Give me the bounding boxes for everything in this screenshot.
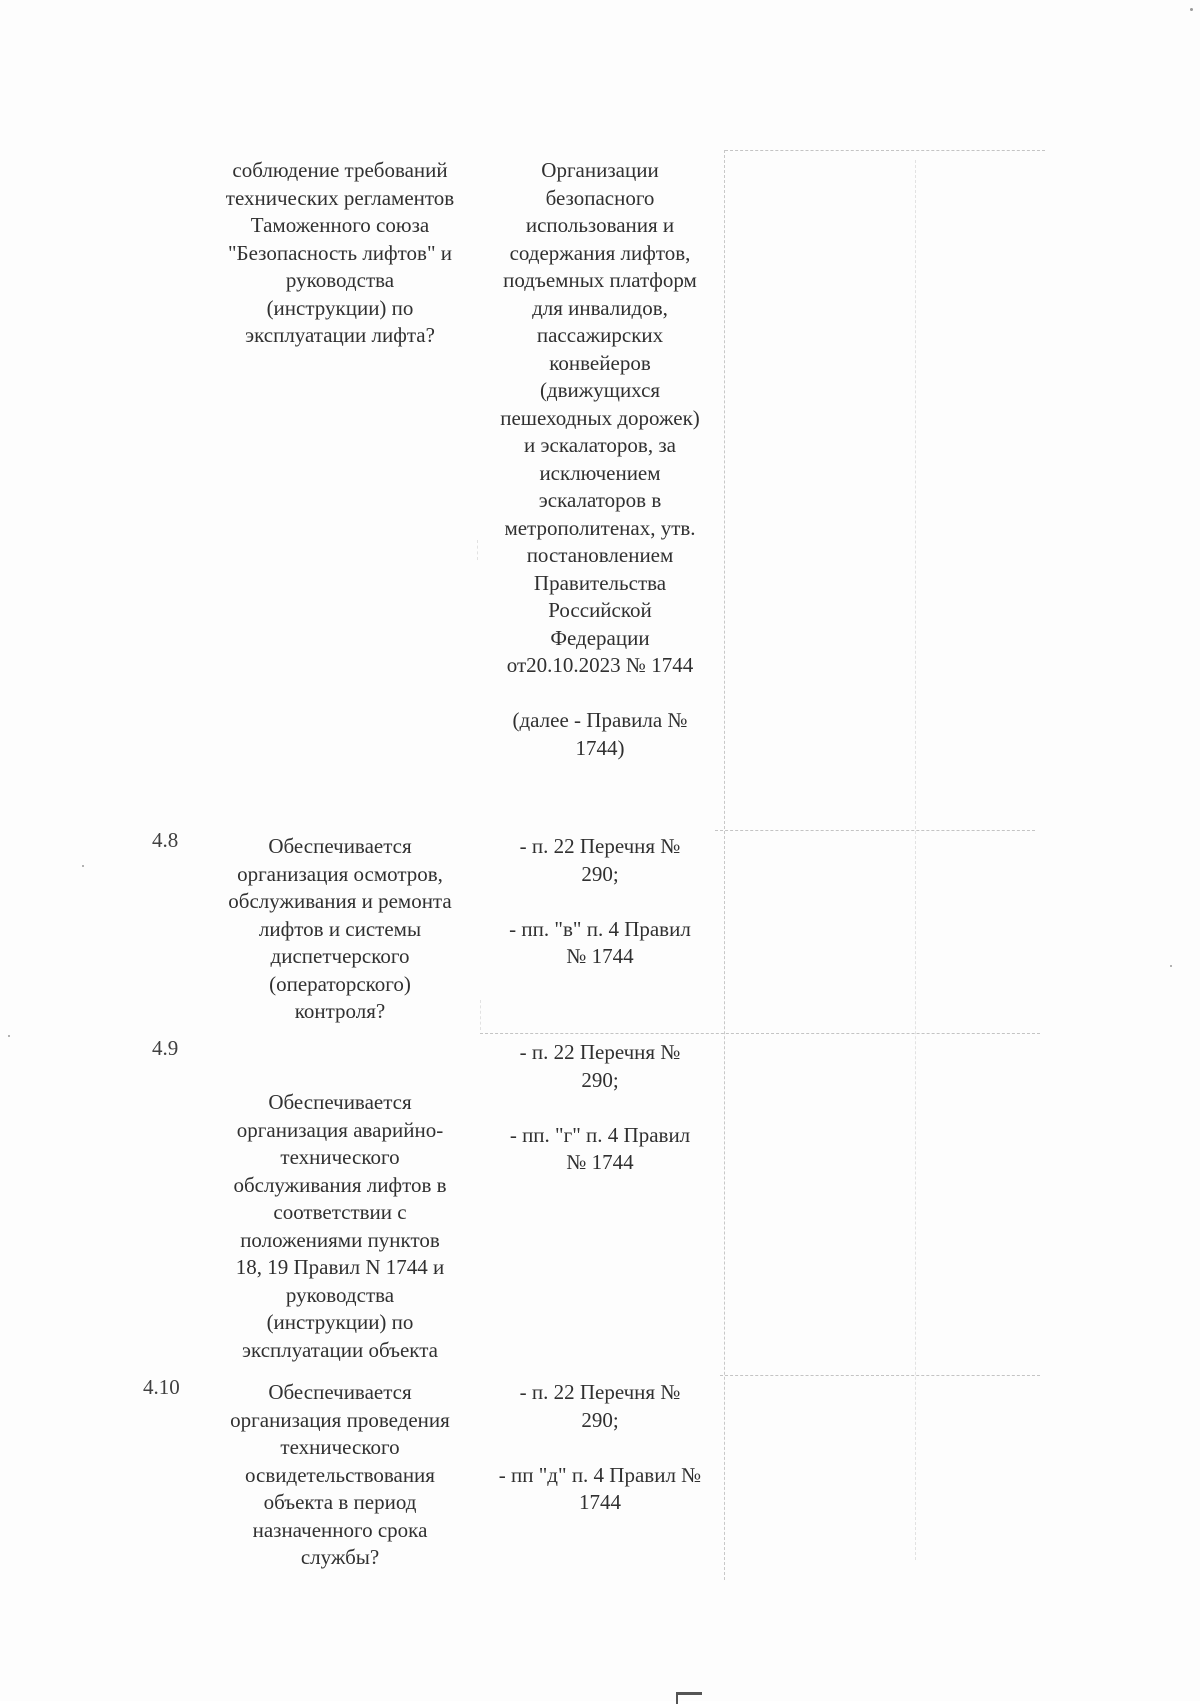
row-number-4-10: 4.10	[143, 1375, 180, 1399]
table-border-col-question-2	[480, 1000, 481, 1030]
question-cell-4-9: Обеспечивается организация аварийно- технического обслуживания лифтов в соответствии с положениями пунктов 18, 19 Правил N 1744 и руководства (инструкции) по эксплуатации объекта	[233, 1090, 447, 1362]
page-number-mark	[676, 1692, 702, 1704]
row-number-4-9: 4.9	[152, 1036, 179, 1060]
scan-speck	[8, 1035, 10, 1037]
reference-cell-4-8: - п. 22 Перечня № 290; - пп. "в" п. 4 Правил № 1744	[509, 834, 691, 968]
reference-cell-4-9: - п. 22 Перечня № 290; - пп. "г" п. 4 Правил № 1744	[509, 1040, 691, 1174]
table-border-col-right	[915, 160, 916, 1560]
scan-speck	[1170, 965, 1172, 967]
scan-speck	[1190, 8, 1193, 11]
question-cell-4-10: Обеспечивается организация проведения технического освидетельствования объекта в период назначенного срока службы?	[230, 1380, 450, 1569]
table-border-col-ref	[724, 150, 725, 1580]
question-cell-4-8: Обеспечивается организация осмотров, обслуживания и ремонта лифтов и системы диспетчерского (операторского) контроля?	[228, 834, 452, 1023]
question-cell-continued: соблюдение требований технических регламентов Таможенного союза "Безопасность лифтов" и руководства (инструкции) по эксплуатации лифта?	[225, 158, 455, 347]
table-border-row-4-9	[480, 1033, 1040, 1034]
row-number-4-8: 4.8	[152, 828, 179, 852]
table-border-row-4-10	[720, 1375, 1040, 1376]
table-border-top	[725, 150, 1045, 151]
table-border-row-4-8	[715, 830, 1035, 831]
reference-cell-continued: Организации безопасного использования и содержания лифтов, подъемных платформ для инвалидов, пассажирских конвейеров (движущихся пешеходных дорожек) и эскалаторов, за исключением эскалаторов в метрополитенах, утв. постановлением Правительства Российской Федерации от20.10.2023 № 1744 (далее - Правила № 1744)	[500, 158, 700, 760]
reference-cell-4-10: - п. 22 Перечня № 290; - пп "д" п. 4 Правил № 1744	[498, 1380, 702, 1514]
scan-speck	[82, 865, 84, 867]
